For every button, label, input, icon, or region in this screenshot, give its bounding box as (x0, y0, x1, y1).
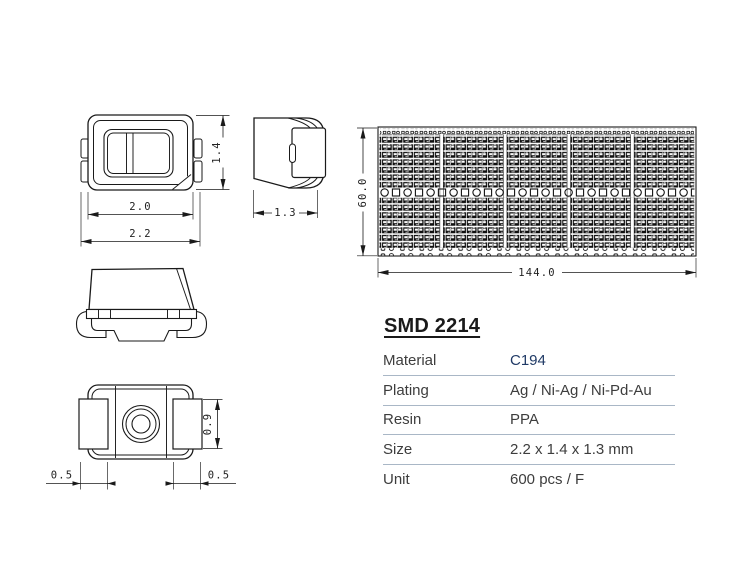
bottom-view-left-pad (79, 399, 108, 449)
reflector-opening-fill (104, 130, 173, 178)
spec-value-size: 2.2 x 1.4 x 1.3 mm (510, 441, 634, 459)
top-view-lead-tab (194, 139, 202, 158)
dim-arrow (73, 481, 81, 486)
front-view-drawing (77, 269, 207, 342)
dim-label-pad-right: 0.5 (207, 469, 231, 482)
dim-label-top-outer-width: 2.2 (129, 228, 152, 240)
spec-label: Unit (383, 471, 410, 489)
panel-upper-chip-matrix (380, 135, 695, 188)
spec-row-size (383, 435, 675, 465)
spec-table (383, 315, 675, 494)
side-view-lead-face (292, 128, 326, 178)
spec-label: Plating (383, 381, 429, 399)
part-title: SMD 2214 (384, 315, 481, 337)
dim-label-top-height: 1.4 (211, 141, 223, 164)
extension-lines (174, 462, 201, 490)
dim-label-pad-height: 0.9 (202, 412, 214, 436)
bottom-view-right-pad (173, 399, 202, 449)
dim-label-top-inner-width: 2.0 (129, 201, 152, 213)
front-view-bottom-recess (106, 331, 177, 342)
panel-bottom-sprocket-row (380, 248, 694, 255)
dim-label-side-depth: 1.3 (274, 207, 297, 219)
dim-label-pad-left: 0.5 (50, 469, 74, 482)
spec-value-material: C194 (510, 351, 546, 369)
side-view-drawing (254, 118, 326, 219)
front-view-base-band (87, 310, 197, 319)
spec-label: Resin (383, 411, 422, 429)
spec-label: Size (383, 441, 413, 459)
spec-row-material (383, 346, 675, 376)
spec-row-plating (383, 376, 675, 406)
panel-lower-chip-matrix (380, 198, 695, 248)
panel-drawing (357, 127, 697, 279)
top-view-drawing (81, 115, 230, 247)
dim-arrow (166, 481, 174, 486)
dim-label-panel-height: 60.0 (357, 177, 369, 208)
spec-row-unit (383, 465, 675, 494)
dim-arrow (201, 481, 209, 486)
side-view-lead-notch (290, 144, 296, 163)
top-view-lead-tab (194, 161, 202, 182)
spec-rows (383, 346, 675, 494)
extension-lines (81, 462, 108, 490)
spec-label: Material (383, 351, 437, 369)
dim-arrow (108, 481, 116, 486)
panel-middle-index-row (380, 188, 695, 197)
bottom-view-drawing (46, 385, 236, 490)
dim-label-panel-width: 144.0 (518, 267, 556, 279)
panel-top-sprocket-row (380, 129, 694, 134)
spec-value-unit: 600 pcs / F (510, 471, 585, 489)
spec-value-resin: PPA (510, 411, 539, 429)
spec-row-resin (383, 406, 675, 436)
spec-value-plating: Ag / Ni-Ag / Ni-Pd-Au (510, 381, 652, 399)
